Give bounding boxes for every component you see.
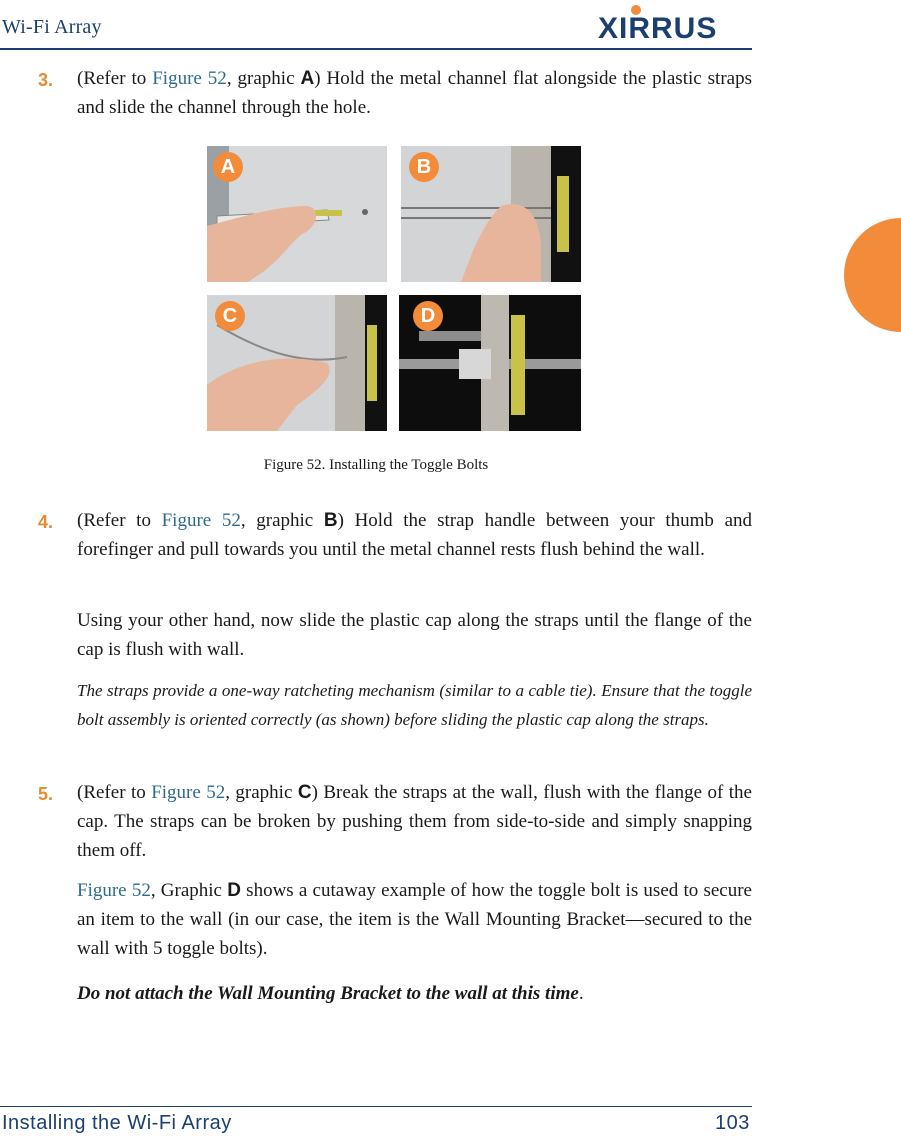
panel-label: D [413,301,443,331]
panel-d-image [399,295,581,431]
step-number: 4. [38,512,54,532]
panel-label: C [215,301,245,331]
figure-link[interactable]: Figure 52 [77,880,151,901]
figure-52 [207,146,581,432]
footer-section-title: Installing the Wi-Fi Array [2,1112,232,1134]
chapter-tab [844,218,901,332]
step-5-paragraph: Figure 52, Graphic D shows a cutaway example of how the toggle bolt is used to secure an item to the wall (in our case, the item is the Wall Mounting Bracket—secured to the wall with 5 toggle bolts). [77,880,752,959]
step-5-text: (Refer to Figure 52, graphic C) Break the straps at the wall, flush with the flange of the cap. The straps can be broken by pushing them from side-to-side and simply snapping them off. [77,782,752,861]
step-4-text: (Refer to Figure 52, graphic B) Hold the strap handle between your thumb and forefinger and pull towards you until the metal channel rests flush behind the wall. [77,510,752,560]
footer-rule [0,1106,752,1107]
step-4-note: The straps provide a one-way ratcheting mechanism (similar to a cable tie). Ensure that the toggle bolt assembly is oriented correctly (as shown) before sliding the plastic cap along the straps. [77,681,752,729]
figure-link[interactable]: Figure 52 [152,68,227,89]
step-number: 3. [38,70,54,90]
page-header-title: Wi-Fi Array [2,16,102,38]
svg-text:XIRRUS: XIRRUS [598,12,718,42]
header-rule [0,48,752,50]
panel-label: B [409,152,439,182]
figure-link[interactable]: Figure 52 [161,510,241,531]
panel-label: A [213,152,243,182]
step-4-paragraph: Using your other hand, now slide the plastic cap along the straps until the flange of the cap is flush with wall. [77,610,752,660]
page-number: 103 [715,1112,750,1134]
panel-a-image [207,146,387,282]
xirrus-logo [598,2,748,42]
step-5-warning: Do not attach the Wall Mounting Bracket to the wall at this time. [77,983,584,1004]
figure-link[interactable]: Figure 52 [151,782,226,803]
panel-b-image [401,146,581,282]
step-number: 5. [38,784,54,804]
panel-c-image [207,295,387,431]
step-3-text: (Refer to Figure 52, graphic A) Hold the metal channel flat alongside the plastic straps and slide the channel through the hole. [77,68,752,118]
figure-caption: Figure 52. Installing the Toggle Bolts [263,457,489,473]
